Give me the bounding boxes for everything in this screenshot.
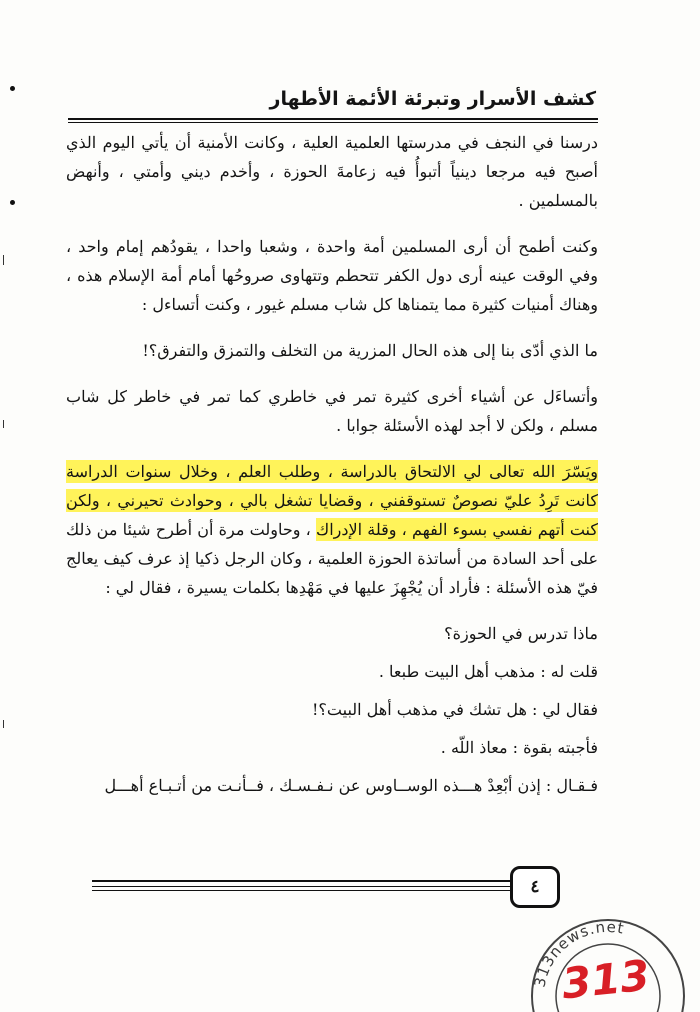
paragraph: فأجبته بقوة : معاذ اللّه . xyxy=(440,738,598,757)
edge-mark xyxy=(3,255,4,265)
highlighted-text: ويَسّرَ الله تعالى لي الالتحاق بالدراسة ، وطلب العلم ، وخلال سنوات الدراسة كانت تَرِدُ عليّ نصوصٌ تستوقفني ، وقضايا تشغل بالي ، وحوادث تحيرني ، ولكن كنت أتهم نفسي بسوء الفهم ، وقلة الإدراك xyxy=(66,462,598,539)
watermark-number: 313 xyxy=(559,950,652,1009)
paragraph: فقال لي : هل تشك في مذهب أهل البيت؟! xyxy=(311,700,598,719)
watermark-site-text: 313news.net xyxy=(530,917,627,989)
header-rule-thin xyxy=(68,122,598,123)
watermark-inner-ring xyxy=(556,944,660,1012)
margin-dot xyxy=(10,200,15,205)
paragraph: فـقـال : إذن أبْعِدْ هـــذه الوســاوس عن نـفـسـك ، فــأنـت من أتـبـاع أهـــل xyxy=(104,776,598,795)
footer-rule xyxy=(92,886,510,887)
edge-mark xyxy=(3,720,4,728)
margin-dot xyxy=(10,86,15,91)
page-number: ٤ xyxy=(510,866,560,908)
body-text xyxy=(66,128,598,817)
watermark-outer-ring xyxy=(530,917,684,1012)
edge-mark xyxy=(3,420,4,428)
header-rule xyxy=(68,118,598,120)
paragraph-continuation: ، وحاولت مرة أن أطرح شيئا من ذلك على أحد السادة من أساتذة الحوزة العلمية ، وكان الرجل ذكيا إذ عرف كيف يعالج فيّ هذه الأسئلة : فأراد أن يُجْهِزَ عليها في مَهْدِها بكلمات يسيرة ، فقال لي : xyxy=(66,520,598,597)
paragraph: وأتساءَل عن أشياء أخرى كثيرة تمر في خاطري كما تمر في خاطر كل شاب مسلم ، ولكن لا أجد لهذه الأسئلة جوابا . xyxy=(66,387,598,435)
paragraph: ماذا تدرس في الحوزة؟ xyxy=(444,624,598,643)
paragraph xyxy=(66,457,598,602)
footer-rule xyxy=(92,890,510,891)
paragraph: درسنا في النجف في مدرستها العلمية العلية ، وكانت الأمنية أن يأتي اليوم الذي أصبح فيه مرجعا دينياً أتبوأُ فيه زعامةَ الحوزة ، وأخدم ديني وأمتي ، وأنهض بالمسلمين . xyxy=(66,133,598,210)
footer-rule xyxy=(92,880,510,882)
paragraph: قلت له : مذهب أهل البيت طبعا . xyxy=(378,662,598,681)
running-header: كشف الأسرار وتبرئة الأئمة الأطهار xyxy=(269,88,596,110)
paragraph: وكنت أطمح أن أرى المسلمين أمة واحدة ، وشعبا واحدا ، يقودُهم إمام واحد ، وفي الوقت عينه أرى دول الكفر تتحطم وتتهاوى صروحُها أمام أمة الإسلام هذه ، وهناك أمنيات كثيرة مما يتمناها كل شاب مسلم غيور ، وكنت أتساءل : xyxy=(66,237,598,314)
paragraph: ما الذي أدّى بنا إلى هذه الحال المزرية من التخلف والتمزق والتفرق؟! xyxy=(142,341,598,360)
